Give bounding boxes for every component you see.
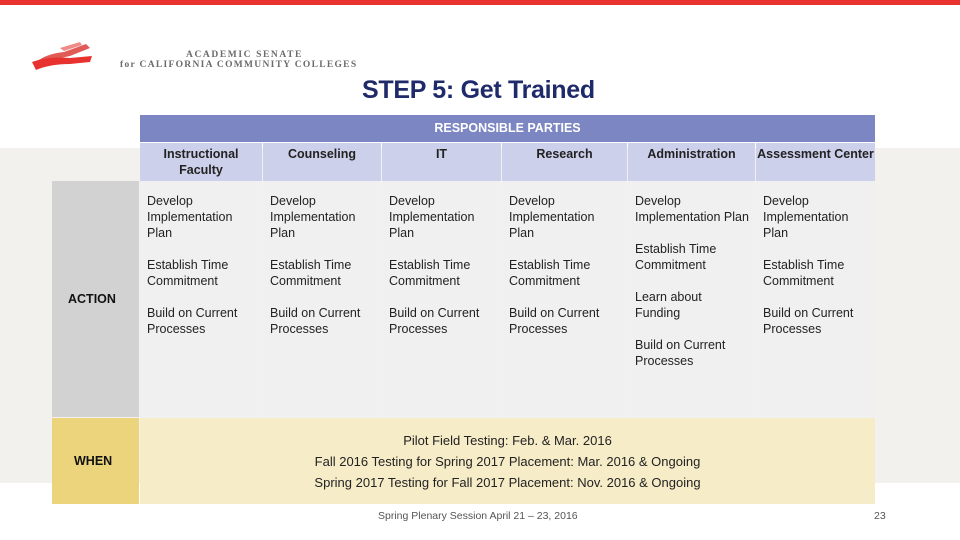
column-header-instructional-faculty: Instructional Faculty: [140, 143, 262, 181]
action-item: Learn about Funding: [635, 290, 702, 320]
action-row-label: ACTION: [52, 181, 139, 417]
action-item: Establish Time Commitment: [509, 258, 591, 288]
action-item: Develop Implementation Plan: [389, 194, 475, 240]
senate-logo-icon: [30, 40, 94, 72]
action-cell-instructional-faculty: [140, 181, 262, 417]
action-item: Build on Current Processes: [763, 306, 854, 336]
action-item: Build on Current Processes: [147, 306, 238, 336]
action-cell-it: [382, 181, 501, 417]
action-item: Establish Time Commitment: [389, 258, 471, 288]
action-item: Build on Current Processes: [270, 306, 361, 336]
action-item: Develop Implementation Plan: [270, 194, 356, 240]
footer-session-text: Spring Plenary Session April 21 – 23, 2016: [378, 510, 578, 522]
column-header-administration: Administration: [628, 143, 755, 181]
when-line: Fall 2016 Testing for Spring 2017 Placement: Mar. 2016 & Ongoing: [314, 454, 701, 469]
top-accent-bar: [0, 0, 960, 5]
responsible-parties-header: RESPONSIBLE PARTIES: [140, 115, 875, 142]
slide-number: 23: [874, 510, 886, 522]
column-header-research: Research: [502, 143, 627, 181]
responsibility-table: [52, 115, 875, 504]
action-cell-administration: [628, 181, 755, 417]
when-cell: [140, 418, 875, 504]
action-item: Establish Time Commitment: [763, 258, 845, 288]
action-item: Build on Current Processes: [389, 306, 480, 336]
action-cell-research: [502, 181, 627, 417]
action-item: Develop Implementation Plan: [509, 194, 595, 240]
logo-line-1: ACADEMIC SENATE: [186, 50, 303, 60]
when-row-label: WHEN: [52, 418, 139, 504]
page-title: STEP 5: Get Trained: [362, 76, 595, 104]
column-header-it: IT: [382, 143, 501, 181]
action-item: Develop Implementation Plan: [147, 194, 233, 240]
action-item: Develop Implementation Plan: [635, 194, 749, 224]
action-cell-counseling: [263, 181, 381, 417]
when-line: Spring 2017 Testing for Fall 2017 Placement: Nov. 2016 & Ongoing: [314, 475, 701, 490]
when-line: Pilot Field Testing: Feb. & Mar. 2016: [403, 433, 612, 448]
logo-line-2: for CALIFORNIA COMMUNITY COLLEGES: [120, 60, 358, 70]
action-item: Develop Implementation Plan: [763, 194, 849, 240]
action-item: Establish Time Commitment: [270, 258, 352, 288]
column-header-counseling: Counseling: [263, 143, 381, 181]
action-item: Build on Current Processes: [635, 338, 726, 368]
column-header-assessment-center: Assessment Center: [756, 143, 875, 181]
action-cell-assessment-center: [756, 181, 875, 417]
action-item: Establish Time Commitment: [147, 258, 229, 288]
action-item: Establish Time Commitment: [635, 242, 717, 272]
action-item: Build on Current Processes: [509, 306, 600, 336]
